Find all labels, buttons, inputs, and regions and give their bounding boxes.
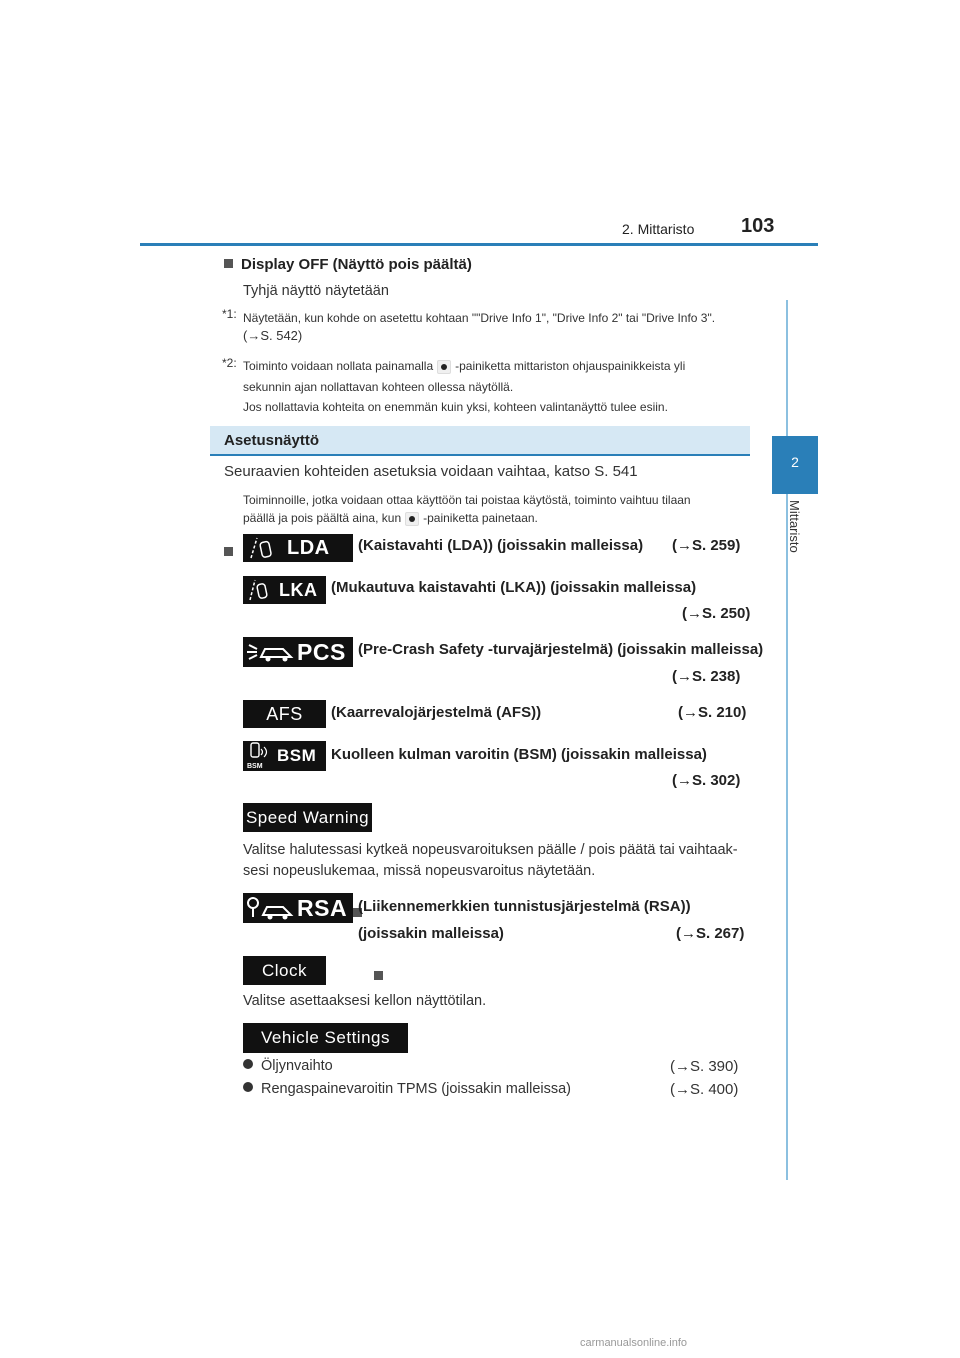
vehicle-bullet-2: Rengaspainevaroitin TPMS (joissakin malleissa) bbox=[243, 1081, 571, 1097]
road-sign-icon bbox=[243, 893, 297, 923]
dot-button-icon bbox=[405, 512, 419, 526]
speed-desc-1: Valitse halutessasi kytkeä nopeusvaroituksen päälle / pois päätä tai vaihtaak- bbox=[243, 842, 738, 858]
pre-crash-icon bbox=[243, 637, 297, 667]
settings-intro: Seuraavien kohteiden asetuksia voidaan vaihtaa, katso S. 541 bbox=[224, 463, 638, 480]
note-1-mark: *1: bbox=[222, 307, 237, 321]
chapter-tab-label: Mittaristo bbox=[787, 500, 802, 553]
afs-ref[interactable]: (→S. 210) bbox=[678, 704, 747, 721]
section-title: Asetusnäyttö bbox=[224, 432, 320, 449]
lda-badge: LDA bbox=[243, 534, 353, 562]
afs-badge: AFS bbox=[243, 700, 326, 728]
note-1-text: Näytetään, kun kohde on asetettu kohtaan ""Drive Info 1", "Drive Info 2" tai "Drive Info 3". bbox=[243, 311, 716, 325]
bsm-text: Kuolleen kulman varoitin (BSM) (joissakin malleissa) bbox=[331, 746, 707, 763]
lka-ref[interactable]: (→S. 250) bbox=[682, 605, 751, 622]
bsm-badge: BSM BSM bbox=[243, 741, 326, 771]
lka-text: (Mukautuva kaistavahti (LKA)) (joissakin malleissa) bbox=[331, 579, 697, 596]
display-off-heading: Display OFF (Näyttö pois päältä) bbox=[224, 256, 472, 273]
blind-spot-icon bbox=[243, 741, 277, 771]
clock-desc: Valitse asettaaksesi kellon näyttötilan. bbox=[243, 993, 487, 1009]
lda-ref[interactable]: (→S. 259) bbox=[672, 537, 741, 554]
bsm-ref[interactable]: (→S. 302) bbox=[672, 772, 741, 789]
bsm-small-label: BSM bbox=[247, 763, 263, 770]
clock-badge: Clock bbox=[243, 956, 326, 985]
rsa-badge: RSA bbox=[243, 893, 353, 923]
vehicle-settings-badge: Vehicle Settings bbox=[243, 1023, 408, 1053]
header-section-title: 2. Mittaristo bbox=[622, 221, 695, 237]
pcs-badge: PCS bbox=[243, 637, 353, 667]
vehicle-bullet-1-ref[interactable]: (→S. 390) bbox=[670, 1058, 739, 1075]
display-off-desc: Tyhjä näyttö näytetään bbox=[243, 283, 389, 299]
speed-desc-2: sesi nopeuslukemaa, missä nopeusvaroitus näytetään. bbox=[243, 863, 596, 879]
speed-warning-badge: Speed Warning bbox=[243, 803, 372, 832]
pcs-ref[interactable]: (→S. 238) bbox=[672, 668, 741, 685]
square-bullet-icon bbox=[224, 547, 233, 556]
note-1-ref: (→S. 542) bbox=[243, 328, 303, 343]
vehicle-bullet-1: Öljynvaihto bbox=[243, 1058, 333, 1074]
settings-note-1: Toiminnoille, jotka voidaan ottaa käyttöön tai poistaa käytöstä, toiminto vaihtuu tilaan bbox=[243, 493, 691, 507]
rsa-text-2: (joissakin malleissa) bbox=[358, 925, 504, 942]
lda-text: (Kaistavahti (LDA)) (joissakin malleissa) bbox=[358, 537, 644, 554]
dot-button-icon bbox=[437, 360, 451, 374]
pcs-text: (Pre-Crash Safety -turvajärjestelmä) (joissakin malleissa) bbox=[358, 641, 764, 658]
vehicle-bullet-2-ref[interactable]: (→S. 400) bbox=[670, 1081, 739, 1098]
note-2-line-3: Jos nollattavia kohteita on enemmän kuin yksi, kohteen valintanäyttö tulee esiin. bbox=[243, 400, 668, 414]
rsa-ref[interactable]: (→S. 267) bbox=[676, 925, 745, 942]
footer-watermark: carmanualsonline.info bbox=[580, 1337, 688, 1349]
bullet-icon bbox=[243, 1082, 253, 1092]
lane-keep-icon bbox=[243, 576, 279, 604]
bullet-icon bbox=[243, 1059, 253, 1069]
header-rule bbox=[140, 243, 818, 246]
settings-note-2: päällä ja pois päältä aina, kun -painiketta painetaan. bbox=[243, 511, 538, 525]
square-bullet-icon bbox=[224, 259, 233, 268]
page-number: 103 bbox=[741, 215, 775, 237]
lane-departure-icon bbox=[243, 534, 287, 562]
rsa-text: (Liikennemerkkien tunnistusjärjestelmä (RSA)) bbox=[358, 898, 691, 915]
lka-badge: LKA bbox=[243, 576, 326, 604]
note-2-line-2: sekunnin ajan nollattavan kohteen ollessa näytöllä. bbox=[243, 380, 514, 394]
note-2-mark: *2: bbox=[222, 356, 237, 370]
note-2-line-1: Toiminto voidaan nollata painamalla -painiketta mittariston ohjauspainikkeista yli bbox=[243, 359, 686, 373]
afs-text: (Kaarrevalojärjestelmä (AFS)) bbox=[331, 704, 542, 721]
square-bullet-icon bbox=[374, 971, 383, 980]
chapter-tab[interactable]: 2 bbox=[772, 436, 818, 494]
side-rule bbox=[786, 300, 788, 1180]
